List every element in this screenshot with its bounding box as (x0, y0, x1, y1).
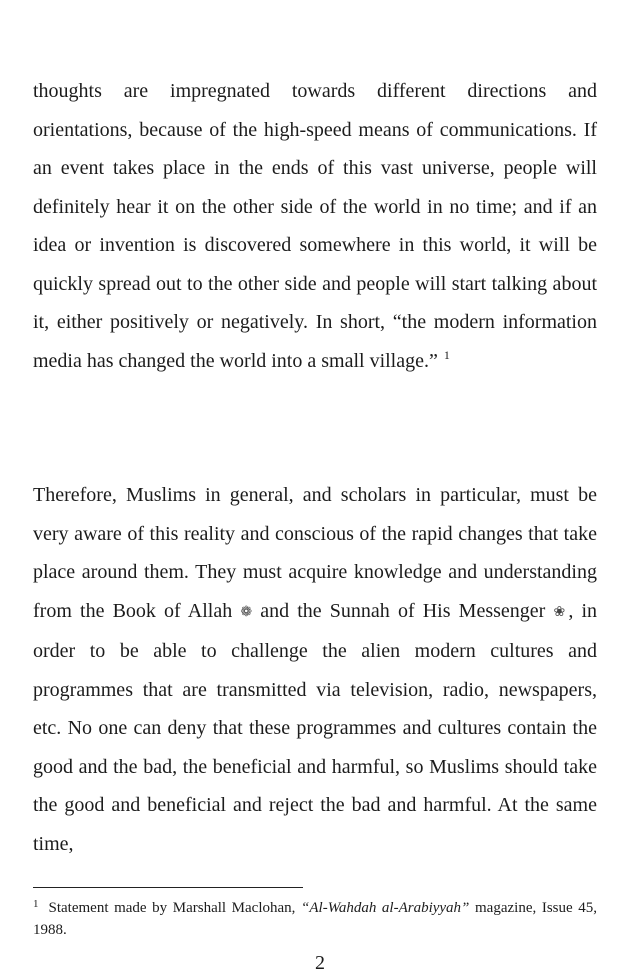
body-paragraph-1 (33, 72, 597, 380)
footnote-text-before: Statement made by Marshall Maclohan, (48, 900, 296, 916)
honorific-messenger-icon: ❀ (553, 604, 569, 620)
footnote-number: 1 (33, 898, 39, 910)
page-number: 2 (315, 952, 325, 974)
footnote-text-after: magazine, Issue 45, 1988. (33, 900, 598, 938)
paragraph-1-text: thoughts are impregnated towards different directions and orientations, because of the high-speed means of communications. If an event takes place in the ends of this vast universe, people will definitely hear it on the other side of the world in no time; and if an idea or invention is discovered somewhere in this world, it will be quickly spread out to the other side and people will start talking about it, either positively or negatively. In short, “the modern information media has changed the world into a small village.” (33, 80, 597, 372)
footnote (33, 897, 597, 941)
paragraph-2-text-part-2: and the Sunnah of His Messenger (260, 599, 546, 622)
paragraph-2-text-part-3: , in order to be able to challenge the alien modern cultures and programmes that are transmitted via television, radio, newspapers, etc. No one can deny that these programmes and cultures contain the good and the bad, the beneficial and harmful, so Muslims should take the good and beneficial and reject the bad and harmful. At the same time, (33, 599, 598, 855)
footnote-divider (33, 887, 303, 888)
honorific-allah-icon: ❁ (240, 604, 253, 620)
footnote-reference: 1 (443, 347, 450, 362)
footnote-title: “Al-Wahdah al-Arabiyyah” (301, 900, 470, 916)
paragraph-2-text-part-1: Therefore, Muslims in general, and scholars in particular, must be very aware of this reality and conscious of the rapid changes that take place around them. They must acquire knowledge and understanding from the Book of Allah (33, 484, 597, 622)
body-paragraph-2 (33, 476, 597, 863)
